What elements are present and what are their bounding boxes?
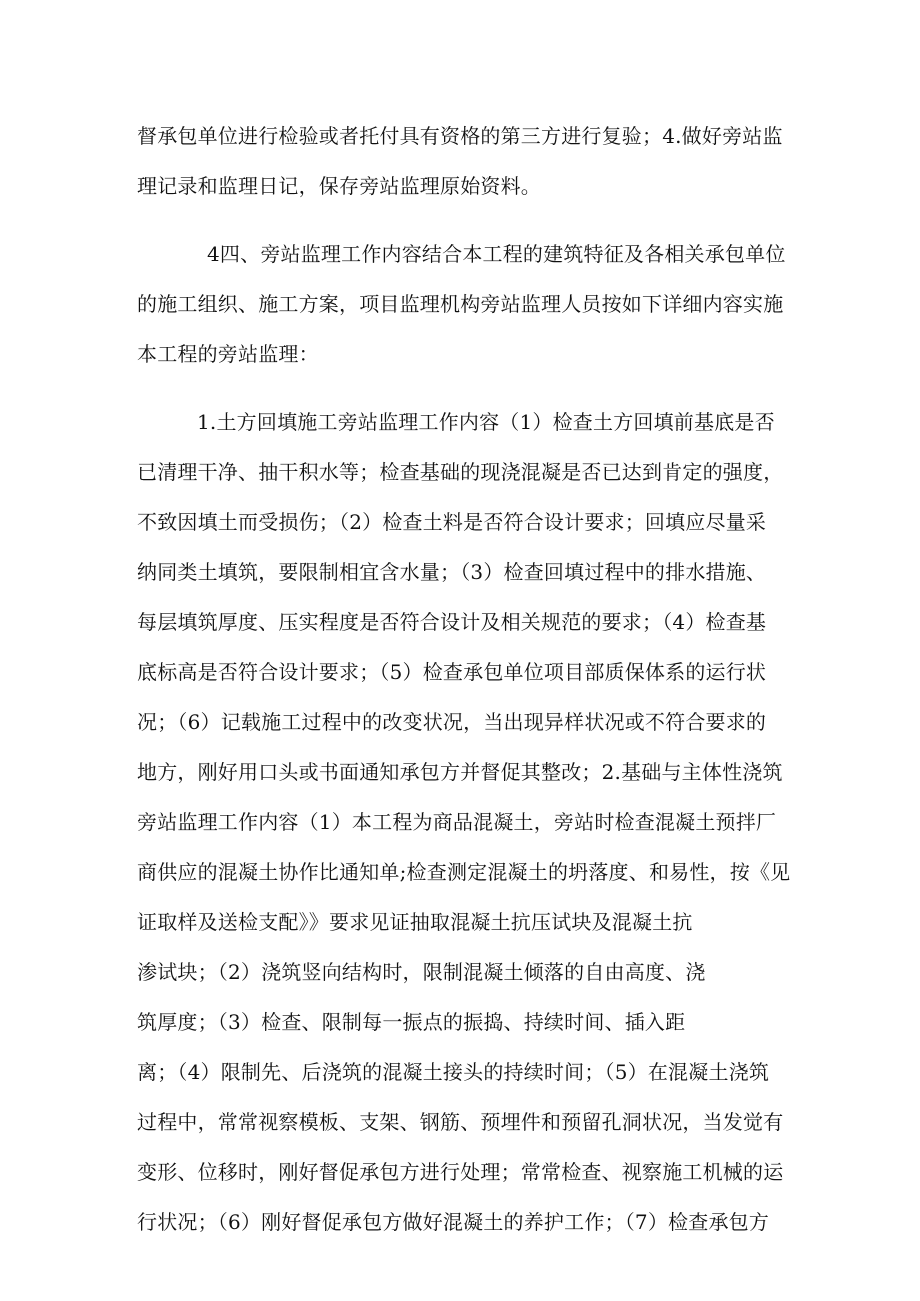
text-line: 商供应的混凝土协作比通知单;检查测定混凝土的坍落度、和易性，按《见 bbox=[137, 860, 791, 884]
text-line: 理记录和监理日记，保存旁站监理原始资料。 bbox=[137, 174, 541, 198]
text-line: 本工程的旁站监理： bbox=[137, 342, 319, 366]
text-line: 证取样及送检支配》》要求见证抽取混凝土抗压试块及混凝土抗 bbox=[137, 910, 693, 934]
text-line: 纳同类土填筑，要限制相宜含水量；（3）检查回填过程中的排水措施、 bbox=[137, 560, 767, 584]
text-line: 底标高是否符合设计要求；（5）检查承包单位项目部质保体系的运行状 bbox=[137, 660, 767, 684]
text-line: 不致因填土而受损伤；（2）检查土料是否符合设计要求；回填应尽量采 bbox=[137, 510, 767, 534]
text-line: 过程中，常常视察模板、支架、钢筋、预埋件和预留孔洞状况，当发觉有 bbox=[137, 1110, 784, 1134]
text-line: 行状况；（6）刚好督促承包方做好混凝土的养护工作；（7）检查承包方 bbox=[137, 1210, 770, 1234]
text-line: 况；（6）记载施工过程中的改变状况，当出现异样状况或不符合要求的 bbox=[137, 710, 767, 734]
text-line: 督承包单位进行检验或者托付具有资格的第三方进行复验；4.做好旁站监 bbox=[137, 124, 783, 148]
item-start-line: 1.土方回填施工旁站监理工作内容（1）检查土方回填前基底是否 bbox=[197, 410, 775, 434]
text-line: 地方，刚好用口头或书面通知承包方并督促其整改；2.基础与主体性浇筑 bbox=[137, 760, 783, 784]
text-line: 的施工组织、施工方案，项目监理机构旁站监理人员按如下详细内容实施 bbox=[137, 292, 784, 316]
text-line: 离；（4）限制先、后浇筑的混凝土接头的持续时间；（5）在混凝土浇筑 bbox=[137, 1060, 770, 1084]
text-line: 筑厚度；（3）检查、限制每一振点的振捣、持续时间、插入距 bbox=[137, 1010, 686, 1034]
text-line: 变形、位移时，刚好督促承包方进行处理；常常检查、视察施工机械的运 bbox=[137, 1160, 784, 1184]
text-line: 每层填筑厚度、压实程度是否符合设计及相关规范的要求；（4）检查基 bbox=[137, 610, 767, 634]
section-heading-line: 4四、旁站监理工作内容结合本工程的建筑特征及各相关承包单位 bbox=[207, 242, 786, 266]
text-line: 已清理干净、抽干积水等；检查基础的现浇混凝是否已达到肯定的强度， bbox=[137, 460, 784, 484]
text-line: 旁站监理工作内容（1）本工程为商品混凝土，旁站时检查混凝土预拌厂 bbox=[137, 810, 777, 834]
text-line: 渗试块；（2）浇筑竖向结构时，限制混凝土倾落的自由高度、浇 bbox=[137, 960, 706, 984]
